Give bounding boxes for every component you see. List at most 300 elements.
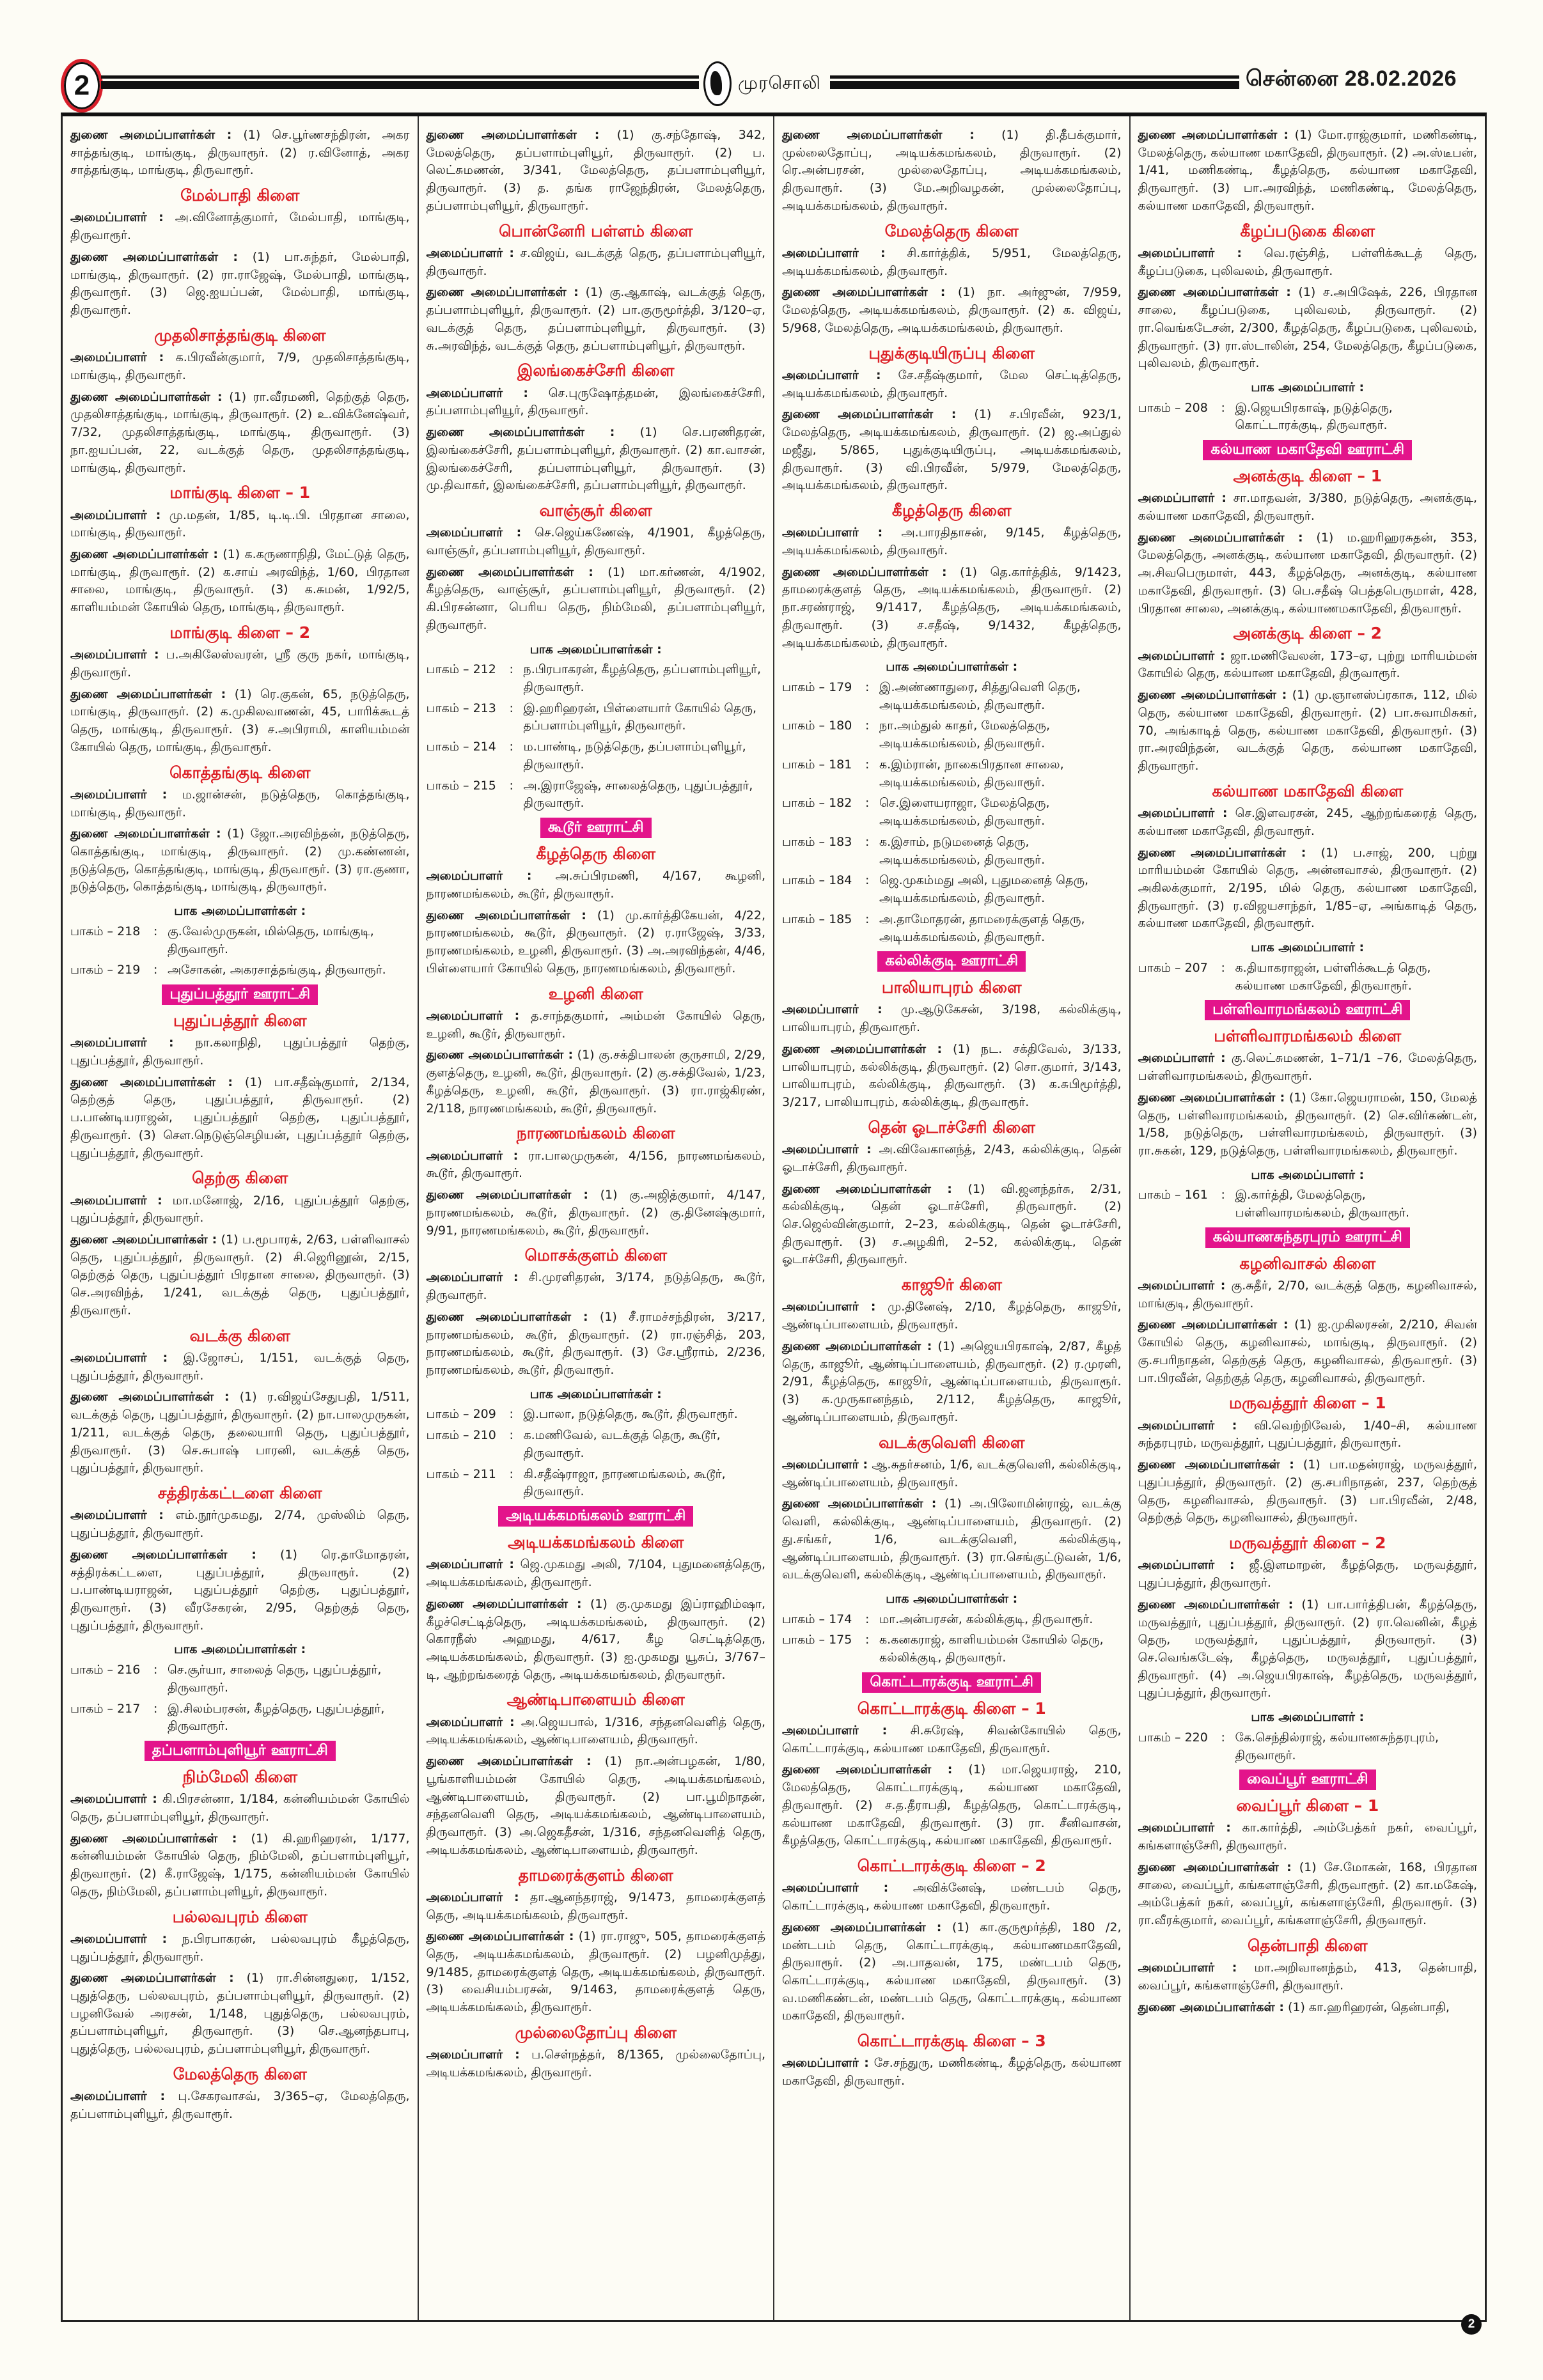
panchayat-banner xyxy=(782,951,1122,972)
booth-organisers-heading: பாக அமைப்பாளர்கள் : xyxy=(174,904,306,919)
names-text: ந.பிரபாகரன், பல்லவபுரம் கீழத்தெரு, புதுப்பத்தூர், திருவாரூர். xyxy=(70,1931,410,1964)
names-text: நா.கலாநிதி, புதுப்பத்தூர் தெற்கு, புதுப்பத்தூர், திருவாரூர். xyxy=(70,1036,410,1068)
role-label: துணை அமைப்பாளர்கள் : xyxy=(782,1181,952,1196)
booth-organiser: இ.கார்த்தி, மேலத்தெரு, பள்ளிவாரமங்கலம், திருவாரூர். xyxy=(1235,1188,1410,1220)
role-label: அமைப்பாளர் : xyxy=(426,1715,515,1729)
office-bearer-entry xyxy=(1138,844,1478,933)
booth-organiser: கே.செந்தில்ராஜ், கல்யாணசுந்தரபுரம், திருவாரூர். xyxy=(1235,1730,1439,1762)
branch-heading: மேலத்தெரு கிளை xyxy=(173,2064,307,2083)
role-label: அமைப்பாளர் : xyxy=(782,525,883,540)
role-label: அமைப்பாளர் : xyxy=(782,1300,876,1314)
role-label: துணை அமைப்பாளர்கள் : xyxy=(70,1390,230,1404)
role-label: அமைப்பாளர் : xyxy=(70,350,164,365)
office-bearer-entry xyxy=(427,524,766,559)
branch-heading: கொட்டாரக்குடி கிளை – 2 xyxy=(857,1856,1046,1876)
booth-row xyxy=(427,1427,766,1462)
role-label: துணை அமைப்பாளர்கள் : xyxy=(426,128,600,142)
panchayat-banner-label: கொட்டாரக்குடி ஊராட்சி xyxy=(862,1672,1041,1693)
names-text: (1) வி.ஜனந்தர்சு, 2/31, கல்லிக்குடி, தென் ஓடாச்சேரி, திருவாரூர். (2) செ.ஜெல்வின்குமார், 2–23, கல்லிக்குடி, தென் ஓடாச்சேரி, திருவாரூர். (3) ச.அழகிரி, 2–52, கல்லிக்குடி, தென் ஓடாச்சேரி, திருவாரூர். xyxy=(782,1181,1122,1267)
role-label: துணை அமைப்பாளர்கள் : xyxy=(782,1339,932,1353)
role-label: அமைப்பாளர் : xyxy=(1138,1821,1231,1835)
booth-row xyxy=(70,1661,410,1697)
names-text: செ.புருஷோத்தமன், இலங்கைச்சேரி, தப்பளாம்புளியூர், திருவாரூர். xyxy=(426,385,766,418)
booth-organiser: இ.அண்ணாதுரை, சித்துவெளி தெரு, அடியக்கமங்கலம், திருவாரூர். xyxy=(879,680,1081,712)
booth-number: பாகம் – 184 xyxy=(782,873,852,888)
role-label: துணை அமைப்பாளர்கள் : xyxy=(426,285,579,300)
booth-organiser: கு.வேல்முருகன், மில்தெரு, மாங்குடி, திருவாரூர். xyxy=(168,924,374,956)
office-bearer-entry xyxy=(782,2055,1122,2090)
names-text: சி.கார்த்திக், 5/951, மேலத்தெரு, அடியக்கமங்கலம், திருவாரூர். xyxy=(782,245,1122,278)
names-text: (1) அ.பிலோமின்ராஜ், வடக்கு வெளி, கல்லிக்குடி, ஆண்டிப்பாளையம், திருவாரூர். (2) து.சங்கர், 1/6, வடக்குவெளி, கல்லிக்குடி, ஆண்டிப்பாளையம், திருவாரூர். (3) ரா.செங்குட்டுவன், 1/6, வடக்குவெளி, கல்லிக்குடி, ஆண்டிப்பாளையம், திருவாரூர். xyxy=(782,1497,1122,1582)
names-text: ரா.பாலமுருகன், 4/156, நாரணமங்கலம், கூடூர், திருவாரூர். xyxy=(426,1148,765,1181)
names-text: (1) அஜெயபிரகாஷ், 2/87, கீழத் தெரு, காஜூர், ஆண்டிப்பாளையம், திருவாரூர். (2) ர.முரளி, 2/91, கீழத்தெரு, காஜூர், ஆண்டிப்பாளையம், திருவாரூர். (3) க.முருகானந்தம், 2/112, கீழத்தெரு, காஜூர், ஆண்டிப்பாளையம், திருவாரூர். xyxy=(782,1339,1122,1424)
office-bearer-entry xyxy=(70,2088,410,2123)
names-text: சே.சந்துரு, மணிகண்டி, கீழத்தெரு, கல்யாண மகாதேவி, திருவாரூர். xyxy=(782,2056,1122,2088)
branch-heading: அனக்குடி கிளை – 2 xyxy=(1233,624,1382,643)
role-label: துணை அமைப்பாளர்கள் : xyxy=(70,1075,233,1089)
office-bearer-entry xyxy=(782,406,1122,495)
office-bearer-entry xyxy=(70,1970,410,2058)
names-text: (1) பா.சதீஷ்குமார், 2/134, தெற்குத் தெரு, புதுப்பத்தூர், திருவாரூர். (2) ப.பாண்டியராஜன், புதுப்பத்தூர் தெற்கு, புதுப்பத்தூர், திருவாரூர். (3) சௌ.நெடுஞ்செழியன், புதுப்பத்தூர் தெற்கு, புதுப்பத்தூர், திருவாரூர். xyxy=(70,1075,410,1160)
office-bearer-entry xyxy=(70,646,410,681)
page-number: 2 xyxy=(74,70,90,101)
booth-number: பாகம் – 220 xyxy=(1138,1730,1208,1745)
office-bearer-entry xyxy=(782,1761,1122,1850)
booth-organiser: ஜெ.முகம்மது அலி, புதுமனைத் தெரு, அடியக்கமங்கலம், திருவாரூர். xyxy=(879,873,1089,906)
office-bearer-entry xyxy=(427,284,766,355)
office-bearer-entry xyxy=(427,1269,766,1304)
panchayat-banner-label: அடியக்கமங்கலம் ஊராட்சி xyxy=(498,1506,693,1527)
names-text: (1) செ.பரணிதரன், இலங்கைச்சேரி, தப்பளாம்புளியூர், திருவாரூர். (2) கா.வாசன், இலங்கைச்சேரி, தப்பளாம்புளியூர், திருவாரூர். (3) மு.திவாகர், இலங்கைச்சேரி, தப்பளாம்புளியூர், திருவாரூர். xyxy=(426,425,766,493)
role-label: துணை அமைப்பாளர்கள் : xyxy=(782,407,957,422)
role-label: துணை அமைப்பாளர்கள் : xyxy=(70,547,218,561)
names-text: எம்.நூர்முகமது, 2/74, முஸ்லிம் தெரு, புதுப்பத்தூர், திருவாரூர். xyxy=(70,1508,410,1541)
role-label: துணை அமைப்பாளர்கள் : xyxy=(426,1754,591,1769)
panchayat-banner-label: கூடூர் ஊராட்சி xyxy=(540,818,652,838)
office-bearer-entry xyxy=(427,385,766,420)
names-text: (1) தெ.கார்த்திக், 9/1423, தாமரைக்குளத் தெரு, அடியக்கமங்கலம், திருவாரூர். (2) நா.சரண்ராஜ், 9/1417, கீழத்தெரு, அடியக்கமங்கலம், திருவாரூர். (3) ச.சதீஷ், 9/1432, கீழத்தெரு, அடியக்கமங்கலம், திருவாரூர். xyxy=(782,564,1122,650)
branch-heading: புதுப்பத்தூர் கிளை xyxy=(173,1011,307,1030)
office-bearer-entry xyxy=(427,867,766,903)
names-text: மு.மதன், 1/85, டி.டி.பி. பிரதான சாலை, மாங்குடி, திருவாரூர். xyxy=(70,508,410,540)
booth-organiser: க.கனகராஜ், காளியம்மன் கோயில் தெரு, கல்லிக்குடி, திருவாரூர். xyxy=(879,1633,1104,1665)
names-text: (1) கி.ஹரிஹரன், 1/177, கன்னியம்மன் கோயில் தெரு, நிம்மேலி, தப்பளாம்புளியூர், திருவாரூர். (2) கீ.ராஜேஷ், 1/175, கன்னியம்மன் கோயில் தெரு, நிம்மேலி, தப்பளாம்புளியூர், திருவாரூர். xyxy=(70,1831,410,1899)
booth-organiser: மா.அன்பரசன், கல்லிக்குடி, திருவாரூர். xyxy=(879,1612,1093,1626)
booth-organisers-heading: பாக அமைப்பாளர்கள் : xyxy=(174,1642,306,1657)
office-bearer-entry xyxy=(427,1928,766,2017)
names-text: (1) பா.மதன்ராஜ், மருவத்தூர், புதுப்பத்தூர், திருவாரூர். (2) கு.சபரிநாதன், 237, தெற்குத் தெரு, கழனிவாசல், திருவாரூர். (3) பா.பிரவீன், 2/48, தெற்குத் தெரு, கழனிவாசல், திருவாரூர். xyxy=(1138,1458,1477,1525)
role-label: துணை அமைப்பாளர்கள் : xyxy=(70,389,223,404)
names-text: (1) மு.கார்த்திகேயன், 4/22, நாரணமங்கலம், கூடூர், திருவாரூர். (2) ர.ராஜேஷ், 3/33, நாரணமங்கலம், உழனி, திருவாரூர். (3) அ.அரவிந்தன், 4/46, பிள்ளையார் கோயில் தெரு, நாரணமங்கலம், திருவாரூர். xyxy=(426,908,765,976)
office-bearer-entry xyxy=(1138,805,1478,840)
separator: : xyxy=(509,662,513,677)
branch-heading: கீழத்தெரு கிளை xyxy=(891,501,1012,520)
booth-row xyxy=(70,923,410,958)
branch-heading: பொன்னேரி பள்ளம் கிளை xyxy=(499,221,693,240)
office-bearer-entry xyxy=(70,389,410,478)
role-label: அமைப்பாளர் : xyxy=(70,1350,168,1365)
role-label: துணை அமைப்பாளர்கள் : xyxy=(426,1929,574,1944)
role-label: அமைப்பாளர் : xyxy=(782,2056,869,2071)
branch-heading: இலங்கைச்சேரி கிளை xyxy=(517,361,675,380)
role-label: துணை அமைப்பாளர்கள் : xyxy=(426,425,615,440)
office-bearer-entry xyxy=(1138,648,1478,683)
article-frame xyxy=(61,113,1487,2322)
office-bearer-entry xyxy=(782,1181,1122,1270)
booth-number: பாகம் – 213 xyxy=(426,701,496,715)
branch-heading: தென் ஓடாச்சேரி கிளை xyxy=(868,1117,1035,1137)
names-text: (1) ச.பிரவீன், 923/1, மேலத்தெரு, அடியக்கமங்கலம், திருவாரூர். (2) ஜ.அப்துல் மஜீது, 5/865, புதுக்குடியிருப்பு, அடியக்கமங்கலம், திருவாரூர். (3) வி.பிரவீன், 5/979, மேலத்தெரு, அடியக்கமங்கலம், திருவாரூர். xyxy=(782,407,1122,493)
names-text: வி.வெற்றிவேல், 1/40–சி, கல்யாண சுந்தரபுரம், மருவத்தூர், புதுப்பத்தூர், திருவாரூர். xyxy=(1138,1418,1477,1451)
names-text: அ.பாரதிதாசன், 9/145, கீழத்தெரு, அடியக்கமங்கலம், திருவாரூர். xyxy=(782,525,1122,557)
role-label: அமைப்பாளர் : xyxy=(426,1890,519,1904)
separator: : xyxy=(153,963,158,977)
names-text: மு.ஆடுகேசன், 3/198, கல்லிக்குடி, பாலியாபுரம், திருவாரூர். xyxy=(782,1002,1122,1035)
booth-row xyxy=(782,872,1122,907)
booth-number: பாகம் – 181 xyxy=(782,757,852,772)
column-3 xyxy=(774,116,1131,2320)
names-text: (1) கோ.ஜெயராமன், 150, மேலத் தெரு, பள்ளிவாரமங்கலம், திருவாரூர். (2) செ.விர்கண்டன், 1/58, நடுத்தெரு, பள்ளிவாரமங்கலம், திருவாரூர். (3) ரா.சுகன், 129, நடுத்தெரு, பள்ளிவாரமங்கலம், திருவாரூர். xyxy=(1138,1090,1478,1158)
booth-row xyxy=(427,700,766,735)
booth-row xyxy=(1138,960,1478,995)
office-bearer-entry xyxy=(70,825,410,896)
names-text: (1) ச.அபிஷேக், 226, பிரதான சாலை, கீழப்படுகை, புலிவலம், திருவாரூர். (2) ரா.வெங்கடேசன், 2/300, கீழத்தெரு, கீழப்படுகை, புலிவலம், திருவாரூர். (3) ரா.ஸ்டாலின், 254, மேலத்தெரு, கீழப்படுகை, புலிவலம், திருவாரூர். xyxy=(1138,285,1477,371)
branch-heading: ஆண்டிபாளையம் கிளை xyxy=(506,1690,685,1709)
role-label: துணை அமைப்பாளர்கள் : xyxy=(70,827,221,841)
booth-number: பாகம் – 215 xyxy=(426,778,496,793)
names-text: அ.வினோத்குமார், மேல்பாதி, மாங்குடி, திருவாரூர். xyxy=(70,210,410,243)
role-label: அமைப்பாளர் : xyxy=(1138,245,1242,260)
role-label: துணை அமைப்பாளர்கள் : xyxy=(70,249,238,264)
names-text: (1) ஐ.முகிலரசன், 2/210, சிவன் கோயில் தெரு, கழனிவாசல், மாங்குடி, திருவாரூர். (2) கு.சபரிநாதன், தெற்குத் தெரு, கழனிவாசல், திருவாரூர். (3) பா.பிரவீன், தெற்குத் தெரு, கழனிவாசல், திருவாரூர். xyxy=(1138,1318,1477,1385)
office-bearer-entry xyxy=(782,1141,1122,1176)
booth-number: பாகம் – 216 xyxy=(70,1663,141,1677)
panchayat-banner xyxy=(427,818,766,838)
names-text: சே.சதீஷ்குமார், மேல செட்டித்தெரு, அடியக்கமங்கலம், திருவாரூர். xyxy=(782,368,1122,400)
role-label: துணை அமைப்பாளர்கள் : xyxy=(426,1048,574,1062)
office-bearer-entry xyxy=(70,1546,410,1635)
role-label: துணை அமைப்பாளர்கள் : xyxy=(1138,2000,1284,2014)
office-bearer-entry xyxy=(427,1556,766,1591)
office-bearer-entry xyxy=(70,686,410,757)
branch-heading: மேலத்தெரு கிளை xyxy=(884,221,1019,240)
booth-number: பாகம் – 217 xyxy=(70,1701,141,1716)
booth-row xyxy=(782,911,1122,946)
office-bearer-entry xyxy=(1138,1557,1478,1592)
separator: : xyxy=(865,796,870,811)
office-bearer-entry xyxy=(1138,490,1478,525)
booth-organiser: செ.சூர்யா, சாலைத் தெரு, புதுப்பத்தூர், திருவாரூர். xyxy=(168,1663,382,1695)
office-bearer-entry xyxy=(427,564,766,635)
role-label: அமைப்பாளர் : xyxy=(426,869,532,883)
role-label: அமைப்பாளர் : xyxy=(782,1142,872,1157)
role-label: துணை அமைப்பாளர்கள் : xyxy=(1138,1860,1292,1874)
booth-organisers-heading: பாக அமைப்பாளர் : xyxy=(1251,1167,1365,1182)
role-label: அமைப்பாளர் : xyxy=(1138,491,1226,506)
role-label: துணை அமைப்பாளர்கள் : xyxy=(782,564,947,579)
booth-organisers-heading: பாக அமைப்பாளர்கள் : xyxy=(886,1591,1018,1606)
role-label: அமைப்பாளர் : xyxy=(1138,1051,1226,1066)
office-bearer-entry xyxy=(70,349,410,384)
office-bearer-entry xyxy=(427,424,766,495)
booth-organisers-heading: பாக அமைப்பாளர் : xyxy=(1251,940,1365,955)
booth-number: பாகம் – 212 xyxy=(426,662,496,677)
names-text: (1) ப.மூபாரக், 2/63, பள்ளிவாசல் தெரு, புதுப்பத்தூர், திருவாரூர். (2) சி.ஜெரினூன், 2/15, தெற்குத் தெரு, புதுப்பத்தூர் பிரதான சாலை, திருவாரூர். (3) செ.அரவிந்த், 1/241, வடக்குத் தெரு, புதுப்பத்தூர், திருவாரூர். xyxy=(70,1233,410,1318)
booth-number: பாகம் – 211 xyxy=(426,1466,496,1481)
branch-heading: கீழத்தெரு கிளை xyxy=(536,844,656,863)
names-text: சா.மாதவன், 3/380, நடுத்தெரு, அனக்குடி, கல்யாண மகாதேவி, திருவாரூர். xyxy=(1138,491,1477,523)
office-bearer-entry xyxy=(782,284,1122,337)
role-label: அமைப்பாளர் : xyxy=(782,1002,882,1017)
office-bearer-entry xyxy=(427,1889,766,1924)
office-bearer-entry xyxy=(70,1388,410,1477)
branch-heading: கழனிவாசல் கிளை xyxy=(1239,1254,1376,1273)
office-bearer-entry xyxy=(1138,1456,1478,1527)
names-text: அ.ஜெயபால், 1/316, சந்தனவெளித் தெரு, அடியக்கமங்கலம், ஆண்டிபாளையம், திருவாரூர். xyxy=(426,1715,766,1747)
branch-heading: மருவத்தூர் கிளை – 2 xyxy=(1228,1534,1386,1553)
office-bearer-entry xyxy=(70,507,410,542)
role-label: அமைப்பாளர் : xyxy=(70,210,164,225)
booth-organiser: இ.ஹரிஹரன், பிள்ளையார் கோயில் தெரு, தப்பளாம்புளியூர், திருவாரூர். xyxy=(523,701,757,733)
branch-heading: மாங்குடி கிளை – 2 xyxy=(169,623,311,642)
booth-row xyxy=(782,795,1122,830)
role-label: அமைப்பாளர் : xyxy=(70,1508,164,1523)
branch-heading: கீழப்படுகை கிளை xyxy=(1240,221,1375,240)
names-text: (1) நட. சக்திவேல், 3/133, பாலியாபுரம், கல்லிக்குடி, திருவாரூர். (2) சொ.குமார், 3/143, பாலியாபுரம், கல்லிக்குடி, திருவாரூர். (3) க.சுபிமூர்த்தி, 3/217, பாலியாபுரம், கல்லிக்குடி, திருவாரூர். xyxy=(782,1041,1122,1110)
office-bearer-entry xyxy=(427,1147,766,1183)
branch-heading: மொசக்குளம் கிளை xyxy=(524,1246,668,1265)
separator: : xyxy=(509,1407,513,1422)
booth-number: பாகம் – 207 xyxy=(1138,960,1208,975)
footer-page-number xyxy=(1461,2314,1482,2335)
booth-organiser: க.இசாம், நடுமனைத் தெரு, அடியக்கமங்கலம், திருவாரூர். xyxy=(879,834,1046,867)
role-label: துணை அமைப்பாளர்கள் : xyxy=(426,564,593,579)
branch-heading: மேல்பாதி கிளை xyxy=(180,186,300,205)
role-label: அமைப்பாளர் : xyxy=(70,787,168,802)
office-bearer-entry xyxy=(782,1298,1122,1334)
names-text: பு.சேகரவாசவ், 3/365–ஏ, மேலத்தெரு, தப்பளாம்புளியூர், திருவாரூர். xyxy=(70,2089,410,2121)
booth-organiser: ந.பிரபாகரன், கீழத்தெரு, தப்பளாம்புளியூர், திருவாரூர். xyxy=(523,662,762,694)
names-text: (1) செ.பூர்ணசந்திரன், அகர சாத்தங்குடி, மாங்குடி, திருவாரூர். (2) ர.வினோத், அகர சாத்தங்குடி, மாங்குடி, திருவாரூர். xyxy=(70,128,410,178)
column-1 xyxy=(63,116,419,2320)
names-text: (1) நா. அர்ஜுன், 7/959, மேலத்தெரு, அடியக்கமங்கலம், திருவாரூர். (2) க. விஜய், 5/968, மேலத்தெரு, அடியக்கமங்கலம், திருவாரூர். xyxy=(782,285,1122,335)
branch-heading: கொட்டாரக்குடி கிளை – 1 xyxy=(857,1699,1046,1718)
names-text: த.சாந்தகுமார், அம்மன் கோயில் தெரு, உழனி, கூடூர், திருவாரூர். xyxy=(426,1008,765,1041)
branch-heading: கொத்தங்குடி கிளை xyxy=(169,763,311,782)
branch-heading: மாங்குடி கிளை – 1 xyxy=(169,483,311,502)
separator: : xyxy=(865,1633,870,1647)
role-label: அமைப்பாளர் : xyxy=(1138,1961,1237,1975)
role-label: அமைப்பாளர் : xyxy=(426,1557,514,1572)
role-label: துணை அமைப்பாளர்கள் : xyxy=(70,687,226,701)
role-label: துணை அமைப்பாளர்கள் : xyxy=(426,1596,582,1611)
booth-organisers-heading: பாக அமைப்பாளர்கள் : xyxy=(886,660,1018,674)
booth-organisers-heading: பாக அமைப்பாளர் : xyxy=(1251,380,1365,395)
office-bearer-entry xyxy=(1138,1089,1478,1160)
panchayat-banner-label: வைப்பூர் ஊராட்சி xyxy=(1239,1769,1376,1790)
names-text: (1) பா.சுந்தர், மேல்பாதி, மாங்குடி, திருவாரூர். (2) ரா.ராஜேஷ், மேல்பாதி, மாங்குடி, திருவாரூர். (3) ஜெ.ஐயப்பன், மேல்பாதி, மாங்குடி, திருவாரூர். xyxy=(70,249,410,318)
booth-row xyxy=(782,1631,1122,1667)
dateline: சென்னை 28.02.2026 xyxy=(1246,66,1457,91)
panchayat-banner-label: கல்லிக்குடி ஊராட்சி xyxy=(877,951,1026,972)
separator: : xyxy=(865,680,870,694)
names-text: (1) க.கருணாநிதி, மேட்டுத் தெரு, மாங்குடி, திருவாரூர். (2) க.சாய் அரவிந்த், 1/60, பிரதான சாலை, மாங்குடி, திருவாரூர். (3) க.சுமன், 1/92/5, காளியம்மன் கோயில் தெரு, மாங்குடி, திருவாரூர். xyxy=(70,547,410,615)
role-label: துணை அமைப்பாளர்கள் : xyxy=(1138,530,1303,545)
names-text: (1) ரெ.தாமோதரன், சத்திரக்கட்டளை, புதுப்பத்தூர், திருவாரூர். (2) ப.பாண்டியராஜன், புதுப்பத்தூர் தெற்கு, புதுப்பத்தூர், திருவாரூர். (3) வீரசேகரன், 2/95, தெற்குத் தெரு, புதுப்பத்தூர், திருவாரூர். xyxy=(70,1547,410,1633)
office-bearer-entry xyxy=(427,1596,766,1684)
role-label: அமைப்பாளர் : xyxy=(426,2048,520,2062)
booth-row xyxy=(782,717,1122,752)
office-bearer-entry xyxy=(782,1879,1122,1915)
booth-organiser: இ.பாலா, நடுத்தெரு, கூடூர், திருவாரூர். xyxy=(523,1407,738,1422)
role-label: துணை அமைப்பாளர்கள் : xyxy=(782,285,946,300)
office-bearer-entry xyxy=(1138,1596,1478,1702)
role-label: அமைப்பாளர் : xyxy=(1138,648,1225,663)
separator: : xyxy=(865,912,870,926)
booth-organiser: கி.சதீஷ்ராஜா, நாரணமங்கலம், கூடூர், திருவாரூர். xyxy=(523,1466,726,1499)
office-bearer-entry xyxy=(427,1186,766,1240)
booth-organiser: ம.பாண்டி, நடுத்தெரு, தப்பளாம்புளியூர், திருவாரூர். xyxy=(523,740,746,772)
booth-organisers-heading: பாக அமைப்பாளர்கள் : xyxy=(529,1387,662,1401)
office-bearer-entry xyxy=(1138,1859,1478,1930)
role-label: துணை அமைப்பாளர்கள் : xyxy=(782,1920,942,1934)
role-label: அமைப்பாளர் : xyxy=(70,2089,166,2104)
column-4 xyxy=(1131,116,1485,2320)
names-text: கி.பிரசன்னா, 1/184, கன்னியம்மன் கோயில் தெரு, தப்பளாம்புளியூர், திருவாரூர். xyxy=(70,1792,410,1824)
booth-row xyxy=(782,834,1122,869)
role-label: துணை அமைப்பாளர்கள் : xyxy=(70,1971,234,1986)
names-text: க.பிரவீன்குமார், 7/9, முதலிசாத்தங்குடி, மாங்குடி, திருவாரூர். xyxy=(70,350,410,382)
role-label: அமைப்பாளர் : xyxy=(70,648,159,662)
branch-heading: மருவத்தூர் கிளை – 1 xyxy=(1228,1394,1386,1413)
footer-page-number-text: 2 xyxy=(1468,2317,1475,2331)
office-bearer-entry xyxy=(1138,245,1478,280)
office-bearer-entry xyxy=(70,1034,410,1069)
role-label: துணை அமைப்பாளர்கள் : xyxy=(426,1309,588,1324)
role-label: துணை அமைப்பாளர்கள் : xyxy=(70,1547,256,1562)
branch-heading: நாரணமங்கலம் கிளை xyxy=(516,1124,675,1143)
booth-number: பாகம் – 161 xyxy=(1138,1188,1208,1202)
names-text: (1) ரா.வீரமணி, தெற்குத் தெரு, முதலிசாத்தங்குடி, மாங்குடி, திருவாரூர். (2) உ.விக்னேஷ்வர், 7/32, முதலிசாத்தங்குடி, மாங்குடி, திருவாரூர். (3) நா.ஐயப்பன், 22, வடக்குத் தெரு, முதலிசாத்தங்குடி, மாங்குடி, திருவாரூர். xyxy=(70,389,410,475)
role-label: அமைப்பாளர் : xyxy=(70,508,161,522)
booth-row xyxy=(70,1700,410,1736)
office-bearer-entry xyxy=(1138,1999,1478,2017)
names-text: சி.முரளிதரன், 3/174, நடுத்தெரு, கூடூர், திருவாரூர். xyxy=(426,1270,766,1303)
names-text: ம.ஜான்சன், நடுத்தெரு, கொத்தங்குடி, மாங்குடி, திருவாரூர். xyxy=(70,787,410,820)
role-label: அமைப்பாளர் : xyxy=(782,1723,888,1738)
role-label: துணை அமைப்பாளர்கள் : xyxy=(1138,128,1288,142)
separator: : xyxy=(1221,1730,1225,1745)
office-bearer-entry xyxy=(782,245,1122,280)
masthead xyxy=(703,61,821,106)
branch-heading: பாலியாபுரம் கிளை xyxy=(881,978,1022,997)
booth-organiser: க.தியாகராஜன், பள்ளிக்கூடத் தெரு, கல்யாண மகாதேவி, திருவாரூர். xyxy=(1235,960,1431,993)
branch-heading: வைப்பூர் கிளை – 1 xyxy=(1236,1796,1379,1816)
names-text: ச.விஜய், வடக்குத் தெரு, தப்பளாம்புளியூர், திருவாரூர். xyxy=(426,245,765,278)
booth-organiser: க.மணிவேல், வடக்குத் தெரு, கூடூர், திருவாரூர். xyxy=(523,1428,721,1460)
names-text: (1) கு.அஜித்குமார், 4/147, நாரணமங்கலம், கூடூர், திருவாரூர். (2) கு.தினேஷ்குமார், 9/91, நாரணமங்கலம், கூடூர், திருவாரூர். xyxy=(426,1188,765,1238)
role-label: அமைப்பாளர் : xyxy=(782,1457,868,1472)
panchayat-banner xyxy=(1138,1227,1478,1248)
office-bearer-entry xyxy=(1138,284,1478,373)
office-bearer-entry xyxy=(782,1041,1122,1112)
names-text: (1) நா.அன்பழகன், 1/80, பூங்காளியம்மன் கோயில் தெரு, அடியக்கமங்கலம், ஆண்டிபாளையம், திருவாரூர். (2) பா.பூமிநாதன், சந்தனவெளி தெரு, அடியக்கமங்கலம், ஆண்டிபாளையம், திருவாரூர். (3) அ.ஜெகதீசன், 1/316, சந்தனவெளித் தெரு, அடியக்கமங்கலம், ஆண்டிபாளையம், திருவாரூர். xyxy=(426,1754,765,1857)
panchayat-banner-label: கல்யாண மகாதேவி ஊராட்சி xyxy=(1203,440,1412,460)
names-text: ஜா.மணிவேலன், 173–ஏ, புற்று மாரியம்மன் கோயில் தெரு, கல்யாண மகாதேவி, திருவாரூர். xyxy=(1138,648,1478,681)
separator: : xyxy=(865,757,870,772)
branch-heading: முல்லைதோப்பு கிளை xyxy=(515,2023,677,2042)
panchayat-banner-label: தப்பளாம்புளியூர் ஊராட்சி xyxy=(145,1741,336,1761)
booth-number: பாகம் – 183 xyxy=(782,834,852,849)
role-label: துணை அமைப்பாளர்கள் : xyxy=(1138,688,1287,703)
names-text: ஆ.சுதர்சனம், 1/6, வடக்குவெளி, கல்லிக்குடி, ஆண்டிப்பாளையம், திருவாரூர். xyxy=(782,1457,1122,1489)
panchayat-banner xyxy=(782,1672,1122,1693)
panchayat-banner-label: கல்யாணசுந்தரபுரம் ஊராட்சி xyxy=(1205,1227,1410,1248)
booth-row xyxy=(1138,1186,1478,1222)
booth-organisers-heading: பாக அமைப்பாளர் : xyxy=(1251,1710,1365,1725)
names-text: (1) மா.கர்ணன், 4/1902, கீழத்தெரு, வாஞ்சூர், தப்பளாம்புளியூர், திருவாரூர். (2) கி.பிரசன்னா, பெரிய தெரு, நிம்மேலி, தப்பளாம்புளியூர், திருவாரூர். xyxy=(426,564,766,632)
names-text: (1) ரெ.குகன், 65, நடுத்தெரு, மாங்குடி, திருவாரூர். (2) க.முகிலவாணன், 45, பாரிக்கூடத் தெரு, மாங்குடி, திருவாரூர். (3) ச.அபிராமி, காளியம்மன் கோயில் தெரு, மாங்குடி, திருவாரூர். xyxy=(70,687,410,754)
separator: : xyxy=(865,719,870,733)
names-text: ஜெ.முகமது அலி, 7/104, புதுமனைத்தெரு, அடியக்கமங்கலம், திருவாரூர். xyxy=(426,1557,765,1590)
role-label: அமைப்பாளர் : xyxy=(70,1193,162,1208)
office-bearer-entry xyxy=(70,1507,410,1542)
office-bearer-entry xyxy=(70,209,410,244)
role-label: அமைப்பாளர் : xyxy=(426,245,514,260)
newspaper-logo-icon xyxy=(703,61,732,106)
booth-organisers-heading: பாக அமைப்பாளர்கள் : xyxy=(529,642,662,657)
booth-number: பாகம் – 218 xyxy=(70,924,141,938)
booth-number: பாகம் – 185 xyxy=(782,912,852,926)
booth-number: பாகம் – 214 xyxy=(426,740,496,754)
names-text: (1) ம.ஹரிஹரசுதன், 353, மேலத்தெரு, அனக்குடி, கல்யாண மகாதேவி, திருவாரூர். (2) அ.சிவபெருமாள், 443, கீழத்தெரு, அனக்குடி, கல்யாண மகாதேவி, திருவாரூர். (3) பெ.சதீஷ் பெத்தபெருமாள், 428, பிரதான சாலை, அனக்குடி, கல்யாணமகாதேவி, திருவாரூர். xyxy=(1138,530,1477,616)
office-bearer-entry xyxy=(1138,1417,1478,1452)
office-bearer-entry xyxy=(782,1722,1122,1757)
names-text: கு.லெட்சுமணன், 1–71/1 –76, மேலத்தெரு, பள்ளிவாரமங்கலம், திருவாரூர். xyxy=(1138,1051,1477,1084)
office-bearer-entry xyxy=(70,1192,410,1227)
booth-row xyxy=(1138,400,1478,435)
office-bearer-entry xyxy=(782,1456,1122,1491)
booth-organiser: க.இம்ரான், நாகைபிரதான சாலை, அடியக்கமங்கலம், திருவாரூர். xyxy=(879,757,1064,789)
separator: : xyxy=(1221,960,1225,975)
office-bearer-entry xyxy=(427,907,766,978)
names-text: (1) கு.சக்திபாலன் குருசாமி, 2/29, குளத்தெரு, உழனி, கூடூர், திருவாரூர். (2) கு.சக்திவேல், 1/23, கீழத்தெரு, உழனி, கூடூர், திருவாரூர். (3) ரா.ராஜ்கிரண், 2/118, நாரணமங்கலம், கூடூர், திருவாரூர். xyxy=(426,1048,765,1116)
names-text: அ.சுப்பிரமணி, 4/167, கூழனி, நாரணமங்கலம், கூடூர், திருவாரூர். xyxy=(426,869,766,901)
page-number-badge xyxy=(61,59,103,113)
names-text: கு.சுதீர், 2/70, வடக்குத் தெரு, கழனிவாசல், மாங்குடி, திருவாரூர். xyxy=(1138,1279,1478,1311)
booth-organiser: அ.தாமோதரன், தாமரைக்குளத் தெரு, அடியக்கமங்கலம், திருவாரூர். xyxy=(879,912,1085,944)
booth-number: பாகம் – 209 xyxy=(426,1407,496,1422)
office-bearer-entry xyxy=(70,127,410,180)
role-label: துணை அமைப்பாளர்கள் : xyxy=(426,1188,588,1202)
names-text: (1) மோ.ராஜ்குமார், மணிகண்டி, மேலத்தெரு, கல்யாண மகாதேவி, திருவாரூர். (2) அ.ஸ்டீபன், 1/41, மணிகண்டி, கீழத்தெரு, கல்யாண மகாதேவி, திருவாரூர். (3) பா.அரவிந்த், மணிகண்டி, மேலத்தெரு, கல்யாண மகாதேவி, திருவாரூர். xyxy=(1138,128,1477,213)
panchayat-banner xyxy=(70,1741,410,1761)
names-text: (1) ரா.ராஜு, 505, தாமரைக்குளத் தெரு, அடியக்கமங்கலம், திருவாரூர். (2) பழனிமுத்து, 9/1485, தாமரைக்குளத் தெரு, அடியக்கமங்கலம், திருவாரூர். (3) வைசியம்பரசன், 9/1463, தாமரைக்குளத் தெரு, அடியக்கமங்கலம், திருவாரூர். xyxy=(426,1929,766,2015)
separator: : xyxy=(153,924,158,938)
role-label: துணை அமைப்பாளர்கள் : xyxy=(1138,845,1306,860)
office-bearer-entry xyxy=(1138,687,1478,775)
names-text: (1) கா.குருமூர்த்தி, 180 /2, மண்டபம் தெரு, கொட்டாரக்குடி, கல்யாணமகாதேவி, திருவாரூர். (2) அ.பாதவன், 175, மண்டபம் தெரு, கொட்டாரக்குடி, கல்யாண மகாதேவி, திருவாரூர். (3) வ.மணிகண்டன், மண்டபம் தெரு, கொட்டாரக்குடி, கல்யாண மகாதேவி, திருவாரூர். xyxy=(782,1920,1122,2023)
separator: : xyxy=(865,1612,870,1626)
names-text: (1) ரா.சின்னதுரை, 1/152, புதுத்தெரு, பல்லவபுரம், தப்பளாம்புளியூர், திருவாரூர். (2) பழனிவேல் அரசன், 1/148, புதுத்தெரு, பல்லவபுரம், தப்பளாம்புளியூர், திருவாரூர். (3) செ.ஆனந்தபாபு, புதுத்தெரு, பல்லவபுரம், தப்பளாம்புளியூர், திருவாரூர். xyxy=(70,1971,410,2057)
names-text: ஜீ.இளமாறன், கீழத்தெரு, மருவத்தூர், புதுப்பத்தூர், திருவாரூர். xyxy=(1138,1558,1477,1591)
role-label: துணை அமைப்பாளர்கள் : xyxy=(1138,285,1291,300)
booth-row xyxy=(782,1611,1122,1629)
branch-heading: அடியக்கமங்கலம் கிளை xyxy=(508,1533,684,1552)
booth-organiser: அசோகன், அகரசாத்தங்குடி, திருவாரூர். xyxy=(168,963,386,977)
branch-heading: தாமரைக்குளம் கிளை xyxy=(518,1865,673,1885)
role-label: அமைப்பாளர் : xyxy=(70,1792,157,1807)
